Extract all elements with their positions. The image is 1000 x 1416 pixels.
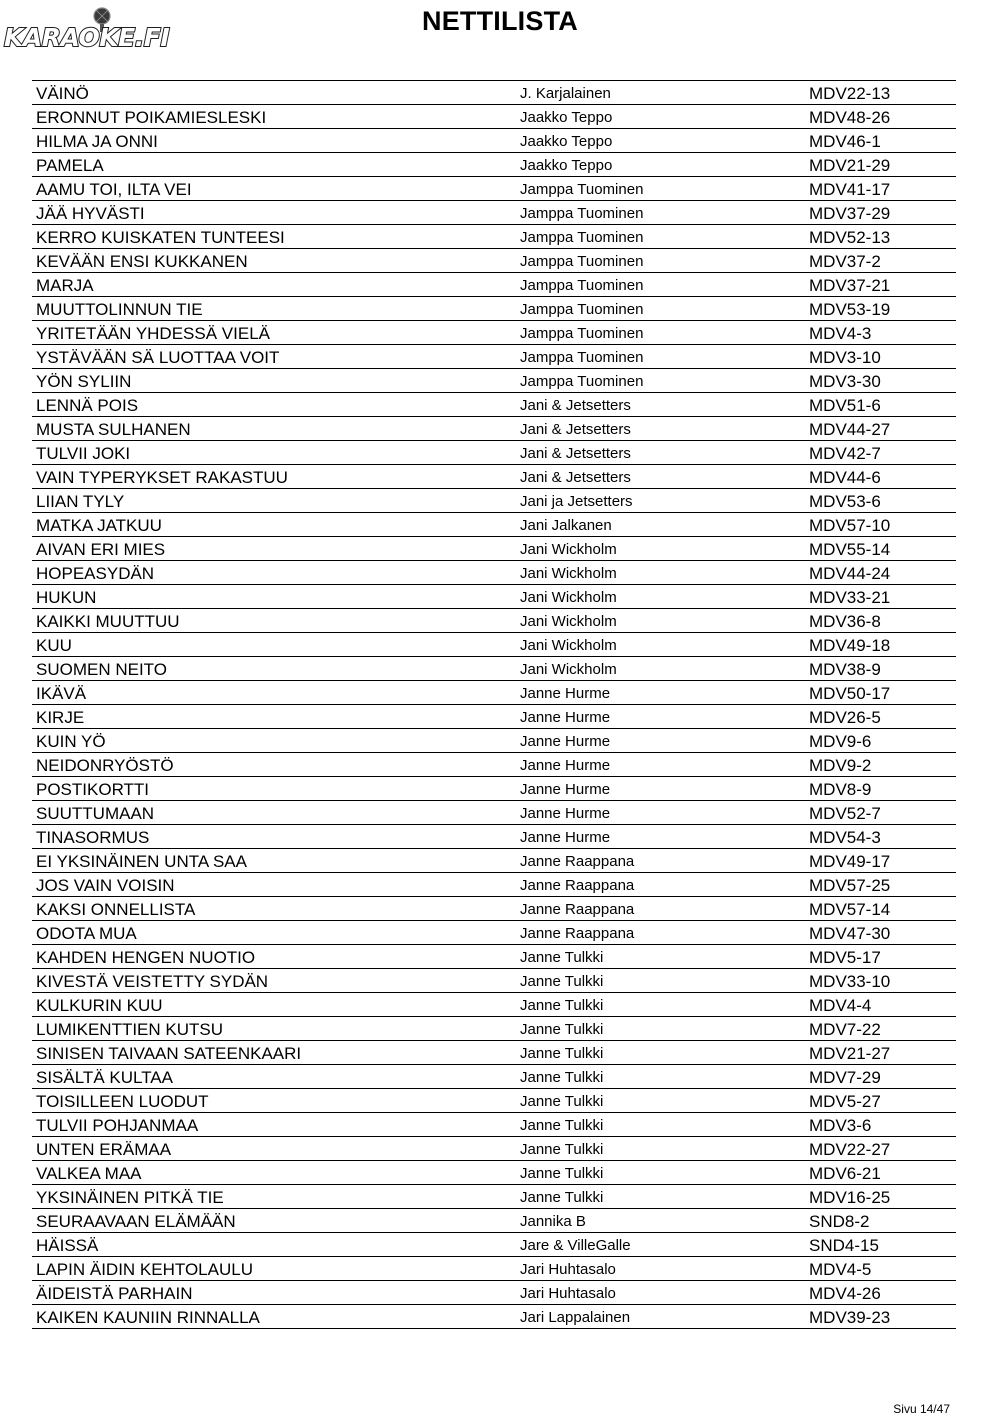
song-code: MDV4-5 [809, 1260, 872, 1279]
song-code: MDV53-6 [809, 492, 881, 511]
table-row [32, 1161, 956, 1185]
table-row [32, 105, 956, 129]
song-title: ÄIDEISTÄ PARHAIN [36, 1284, 193, 1303]
artist-name: Jani Wickholm [520, 637, 617, 654]
song-title: KIRJE [36, 708, 85, 727]
song-code: MDV8-9 [809, 780, 872, 799]
table-row [32, 129, 956, 153]
table-row [32, 81, 956, 105]
table-row [32, 1137, 956, 1161]
table-row [32, 801, 956, 825]
song-title: POSTIKORTTI [36, 780, 150, 799]
song-code: MDV47-30 [809, 924, 891, 943]
table-row [32, 369, 956, 393]
song-title: KAIKKI MUUTTUU [36, 612, 180, 631]
song-code: MDV21-29 [809, 156, 891, 175]
song-code: MDV44-6 [809, 468, 881, 487]
song-title: LENNÄ POIS [36, 396, 139, 415]
artist-name: Janne Tulkki [520, 1045, 604, 1062]
artist-name: Janne Raappana [520, 901, 635, 918]
song-code: MDV50-17 [809, 684, 891, 703]
artist-name: Janne Raappana [520, 853, 635, 870]
table-row [32, 561, 956, 585]
artist-name: Jaakko Teppo [520, 133, 613, 150]
song-title: VALKEA MAA [36, 1164, 142, 1183]
artist-name: Jani ja Jetsetters [520, 493, 633, 510]
artist-name: Jare & VilleGalle [520, 1237, 631, 1254]
song-title: KUU [36, 636, 72, 655]
table-row [32, 681, 956, 705]
song-title: EI YKSINÄINEN UNTA SAA [36, 852, 247, 871]
song-code: MDV36-8 [809, 612, 881, 631]
song-title: HOPEASYDÄN [36, 564, 155, 583]
song-title: ODOTA MUA [36, 924, 137, 943]
song-title: MARJA [36, 276, 94, 295]
song-code: MDV53-19 [809, 300, 891, 319]
song-title: HÄISSÄ [36, 1236, 99, 1255]
artist-name: Jamppa Tuominen [520, 229, 644, 246]
artist-name: Jari Huhtasalo [520, 1285, 616, 1302]
song-code: MDV48-26 [809, 108, 891, 127]
song-title: YÖN SYLIIN [36, 372, 132, 391]
artist-name: Jamppa Tuominen [520, 349, 644, 366]
song-code: MDV9-2 [809, 756, 872, 775]
table-row [32, 609, 956, 633]
song-code: MDV37-21 [809, 276, 891, 295]
song-title: JOS VAIN VOISIN [36, 876, 175, 895]
song-title: PAMELA [36, 156, 104, 175]
table-row [32, 969, 956, 993]
song-code: MDV7-22 [809, 1020, 881, 1039]
song-code: MDV49-17 [809, 852, 891, 871]
song-code: MDV9-6 [809, 732, 872, 751]
table-row [32, 417, 956, 441]
song-code: MDV4-4 [809, 996, 872, 1015]
song-title: KUIN YÖ [36, 732, 106, 751]
artist-name: Jani & Jetsetters [520, 397, 631, 414]
song-title: IKÄVÄ [36, 684, 87, 703]
song-title: HILMA JA ONNI [36, 132, 158, 151]
artist-name: Jani & Jetsetters [520, 421, 631, 438]
table-row [32, 753, 956, 777]
artist-name: Jaakko Teppo [520, 109, 613, 126]
table-row [32, 393, 956, 417]
song-code: MDV57-10 [809, 516, 891, 535]
page-title: NETTILISTA [422, 6, 578, 36]
table-row [32, 1185, 956, 1209]
song-title: MUUTTOLINNUN TIE [36, 300, 203, 319]
artist-name: Jani Wickholm [520, 541, 617, 558]
table-row [32, 465, 956, 489]
song-title: VÄINÖ [36, 84, 89, 103]
song-code: MDV57-14 [809, 900, 891, 919]
table-row [32, 153, 956, 177]
song-code: MDV26-5 [809, 708, 881, 727]
table-row [32, 729, 956, 753]
song-code: MDV46-1 [809, 132, 881, 151]
artist-name: Jamppa Tuominen [520, 301, 644, 318]
song-code: MDV44-24 [809, 564, 891, 583]
artist-name: Janne Tulkki [520, 1093, 604, 1110]
song-title: TINASORMUS [36, 828, 150, 847]
song-title: KIVESTÄ VEISTETTY SYDÄN [36, 972, 269, 991]
table-row [32, 1305, 956, 1329]
song-code: MDV16-25 [809, 1188, 891, 1207]
table-row [32, 225, 956, 249]
table-row [32, 705, 956, 729]
song-code: MDV33-21 [809, 588, 891, 607]
song-code: MDV5-27 [809, 1092, 881, 1111]
song-title: KAIKEN KAUNIIN RINNALLA [36, 1308, 260, 1327]
logo-text: KARAOKE.FI [4, 23, 170, 52]
song-title: ERONNUT POIKAMIESLESKI [36, 108, 267, 127]
table-row [32, 1209, 956, 1233]
song-title: MUSTA SULHANEN [36, 420, 191, 439]
table-row [32, 585, 956, 609]
artist-name: Jari Huhtasalo [520, 1261, 616, 1278]
song-title: SEURAAVAAN ELÄMÄÄN [36, 1212, 236, 1231]
artist-name: Jani Wickholm [520, 613, 617, 630]
song-code: MDV22-27 [809, 1140, 891, 1159]
artist-name: Janne Tulkki [520, 949, 604, 966]
artist-name: Jani Wickholm [520, 589, 617, 606]
song-code: MDV4-3 [809, 324, 872, 343]
artist-name: Jaakko Teppo [520, 157, 613, 174]
song-title: UNTEN ERÄMAA [36, 1140, 172, 1159]
artist-name: Janne Tulkki [520, 1069, 604, 1086]
song-code: MDV37-2 [809, 252, 881, 271]
song-title: SISÄLTÄ KULTAA [36, 1068, 173, 1087]
artist-name: Jani Jalkanen [520, 517, 612, 534]
song-code: MDV4-26 [809, 1284, 881, 1303]
song-code: MDV33-10 [809, 972, 891, 991]
song-title: LIIAN TYLY [36, 492, 125, 511]
song-code: SND4-15 [809, 1236, 879, 1255]
song-code: MDV51-6 [809, 396, 881, 415]
song-title: KAKSI ONNELLISTA [36, 900, 196, 919]
artist-name: Janne Hurme [520, 709, 611, 726]
table-row [32, 345, 956, 369]
artist-name: J. Karjalainen [520, 85, 611, 102]
table-row [32, 633, 956, 657]
artist-name: Jamppa Tuominen [520, 181, 644, 198]
artist-name: Jannika B [520, 1213, 586, 1230]
table-row [32, 849, 956, 873]
artist-name: Janne Raappana [520, 925, 635, 942]
table-row [32, 1281, 956, 1305]
artist-name: Janne Hurme [520, 781, 611, 798]
song-title: SUUTTUMAAN [36, 804, 155, 823]
song-code: MDV37-29 [809, 204, 891, 223]
artist-name: Janne Hurme [520, 829, 611, 846]
song-title: AAMU TOI, ILTA VEI [36, 180, 192, 199]
song-title: LUMIKENTTIEN KUTSU [36, 1020, 224, 1039]
artist-name: Jamppa Tuominen [520, 277, 644, 294]
song-code: MDV3-10 [809, 348, 881, 367]
table-row [32, 897, 956, 921]
artist-name: Janne Hurme [520, 805, 611, 822]
song-title: KERRO KUISKATEN TUNTEESI [36, 228, 285, 247]
song-code: MDV54-3 [809, 828, 881, 847]
song-title: YKSINÄINEN PITKÄ TIE [36, 1188, 224, 1207]
song-title: KAHDEN HENGEN NUOTIO [36, 948, 256, 967]
table-row [32, 249, 956, 273]
song-code: MDV39-23 [809, 1308, 891, 1327]
artist-name: Jari Lappalainen [520, 1309, 631, 1326]
song-title: YRITETÄÄN YHDESSÄ VIELÄ [36, 324, 270, 343]
artist-name: Janne Tulkki [520, 997, 604, 1014]
song-code: MDV44-27 [809, 420, 891, 439]
artist-name: Janne Tulkki [520, 1021, 604, 1038]
artist-name: Jani Wickholm [520, 565, 617, 582]
table-row [32, 1257, 956, 1281]
song-title: YSTÄVÄÄN SÄ LUOTTAA VOIT [36, 348, 280, 367]
table-row [32, 825, 956, 849]
artist-name: Jani & Jetsetters [520, 469, 631, 486]
song-title: NEIDONRYÖSTÖ [36, 756, 174, 775]
song-code: MDV3-6 [809, 1116, 872, 1135]
song-title: KEVÄÄN ENSI KUKKANEN [36, 252, 248, 271]
song-code: MDV57-25 [809, 876, 891, 895]
table-row [32, 873, 956, 897]
song-code: MDV7-29 [809, 1068, 881, 1087]
page-number: Sivu 14/47 [893, 1402, 950, 1416]
table-row [32, 273, 956, 297]
table-row [32, 945, 956, 969]
artist-name: Janne Tulkki [520, 1141, 604, 1158]
table-row [32, 993, 956, 1017]
table-row [32, 513, 956, 537]
song-title: MATKA JATKUU [36, 516, 162, 535]
song-code: MDV6-21 [809, 1164, 881, 1183]
song-title: LAPIN ÄIDIN KEHTOLAULU [36, 1260, 253, 1279]
table-row [32, 537, 956, 561]
table-row [32, 1041, 956, 1065]
artist-name: Janne Tulkki [520, 1117, 604, 1134]
song-code: MDV42-7 [809, 444, 881, 463]
table-row [32, 657, 956, 681]
song-code: MDV5-17 [809, 948, 881, 967]
artist-name: Jani & Jetsetters [520, 445, 631, 462]
song-title: JÄÄ HYVÄSTI [36, 204, 145, 223]
artist-name: Jamppa Tuominen [520, 253, 644, 270]
song-code: MDV21-27 [809, 1044, 891, 1063]
song-code: MDV49-18 [809, 636, 891, 655]
table-row [32, 1113, 956, 1137]
song-code: MDV38-9 [809, 660, 881, 679]
artist-name: Janne Tulkki [520, 1189, 604, 1206]
song-list [32, 80, 956, 1329]
table-row [32, 1233, 956, 1257]
table-row [32, 177, 956, 201]
artist-name: Janne Tulkki [520, 1165, 604, 1182]
artist-name: Janne Raappana [520, 877, 635, 894]
song-code: SND8-2 [809, 1212, 870, 1231]
song-title: AIVAN ERI MIES [36, 540, 166, 559]
artist-name: Janne Hurme [520, 733, 611, 750]
song-code: MDV3-30 [809, 372, 881, 391]
song-title: TULVII POHJANMAA [36, 1116, 199, 1135]
table-row [32, 489, 956, 513]
song-code: MDV22-13 [809, 84, 891, 103]
artist-name: Janne Hurme [520, 757, 611, 774]
song-title: TULVII JOKI [36, 444, 131, 463]
song-title: VAIN TYPERYKSET RAKASTUU [36, 468, 288, 487]
artist-name: Jani Wickholm [520, 661, 617, 678]
song-title: KULKURIN KUU [36, 996, 163, 1015]
song-title: TOISILLEEN LUODUT [36, 1092, 209, 1111]
table-row [32, 1065, 956, 1089]
song-title: SUOMEN NEITO [36, 660, 167, 679]
artist-name: Janne Tulkki [520, 973, 604, 990]
table-row [32, 921, 956, 945]
song-code: MDV52-13 [809, 228, 891, 247]
artist-name: Jamppa Tuominen [520, 325, 644, 342]
song-code: MDV52-7 [809, 804, 881, 823]
table-row [32, 321, 956, 345]
table-row [32, 1089, 956, 1113]
table-row [32, 1017, 956, 1041]
artist-name: Jamppa Tuominen [520, 373, 644, 390]
artist-name: Janne Hurme [520, 685, 611, 702]
table-row [32, 441, 956, 465]
table-row [32, 297, 956, 321]
song-title: SINISEN TAIVAAN SATEENKAARI [36, 1044, 302, 1063]
table-row [32, 201, 956, 225]
artist-name: Jamppa Tuominen [520, 205, 644, 222]
song-title: HUKUN [36, 588, 97, 607]
song-code: MDV41-17 [809, 180, 891, 199]
song-code: MDV55-14 [809, 540, 891, 559]
table-row [32, 777, 956, 801]
